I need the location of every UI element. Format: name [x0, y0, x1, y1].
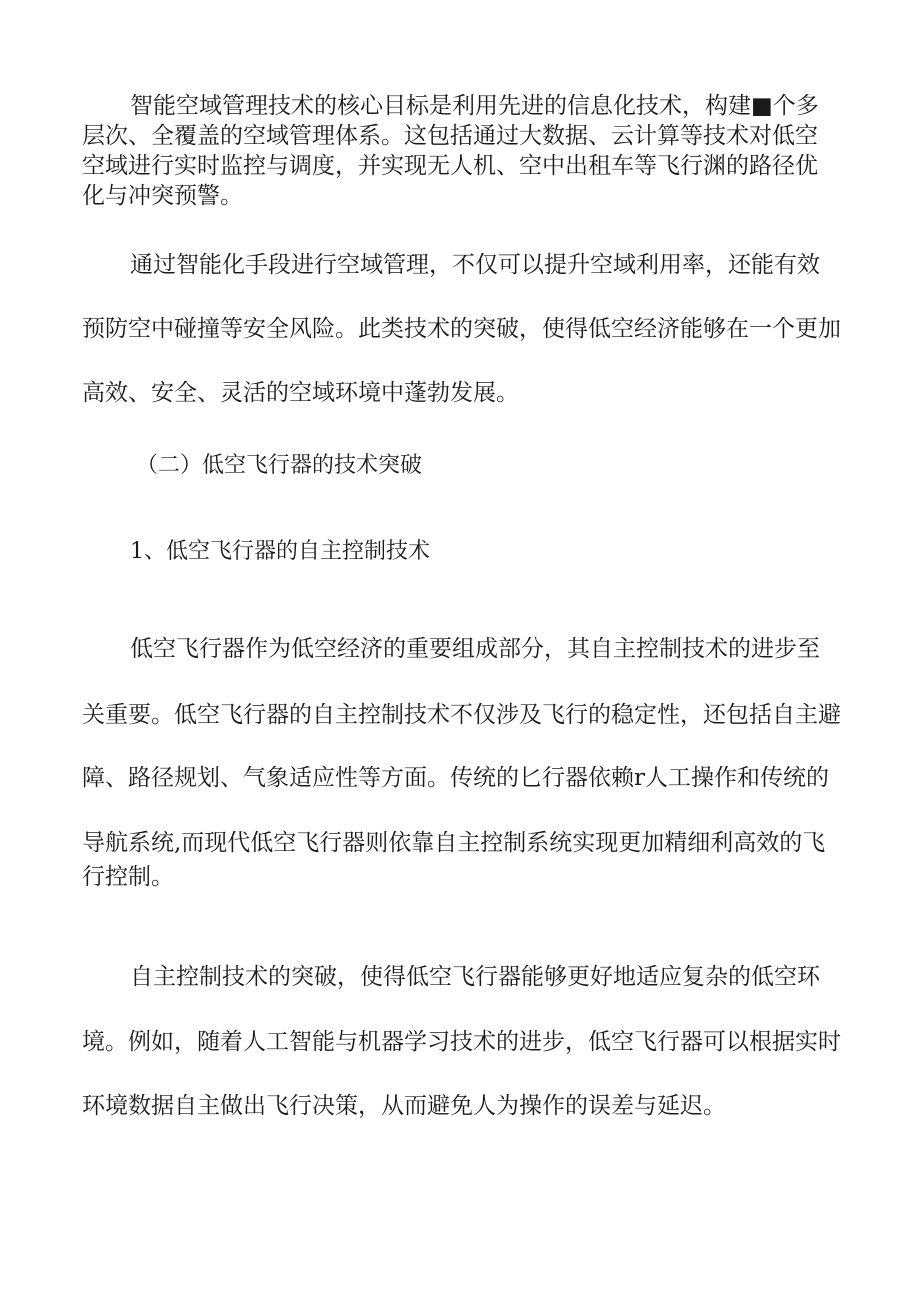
paragraph-line: 行控制。 — [82, 864, 174, 890]
paragraph-line: 导航系统,而现代低空飞行器则依靠自主控制系统实现更加精细利高效的飞 — [82, 830, 826, 856]
subsection-heading: 1、低空飞行器的自主控制技术 — [130, 539, 430, 564]
paragraph-line: 环境数据自主做出飞行决策，从而避免人为操作的误差与延迟。 — [82, 1093, 726, 1119]
paragraph-line: 化与冲突预警。 — [82, 183, 243, 209]
paragraph-line: 境。例如，随着人工智能与机器学习技术的进步，低空飞行器可以根据实时 — [82, 1029, 841, 1055]
paragraph-line: 自主控制技术的突破，使得低空飞行器能够更好地适应复杂的低空环 — [130, 964, 820, 990]
section-heading: （二）低空飞行器的技术突破 — [136, 453, 423, 478]
paragraph-line: 关重要。低空飞行器的自主控制技术不仅涉及飞行的稳定性，还包括自主避 — [82, 702, 841, 728]
paragraph-line: 空域进行实时监控与调度，并实现无人机、空中出租车等飞行渊的路径优 — [82, 153, 818, 179]
paragraph-line: 层次、全覆盖的空域管理体系。这包括通过大数据、云计算等技术对低空 — [82, 123, 818, 149]
paragraph-line: 智能空域管理技术的核心目标是利用先进的信息化技术，构建■个多 — [130, 93, 819, 119]
paragraph-line: 高效、安全、灵活的空域环境中蓬勃发展。 — [82, 380, 519, 406]
paragraph-line: 障、路径规划、气象适应性等方面。传统的匕行器依赖r人工操作和传统的 — [82, 765, 829, 791]
paragraph-line: 预防空中碰撞等安全风险。此类技术的突破，使得低空经济能够在一个更加 — [82, 316, 841, 342]
paragraph-line: 通过智能化手段进行空域管理，不仅可以提升空域利用率，还能有效 — [130, 252, 820, 278]
paragraph-line: 低空飞行器作为低空经济的重要组成部分，其自主控制技术的进步至 — [130, 636, 820, 662]
